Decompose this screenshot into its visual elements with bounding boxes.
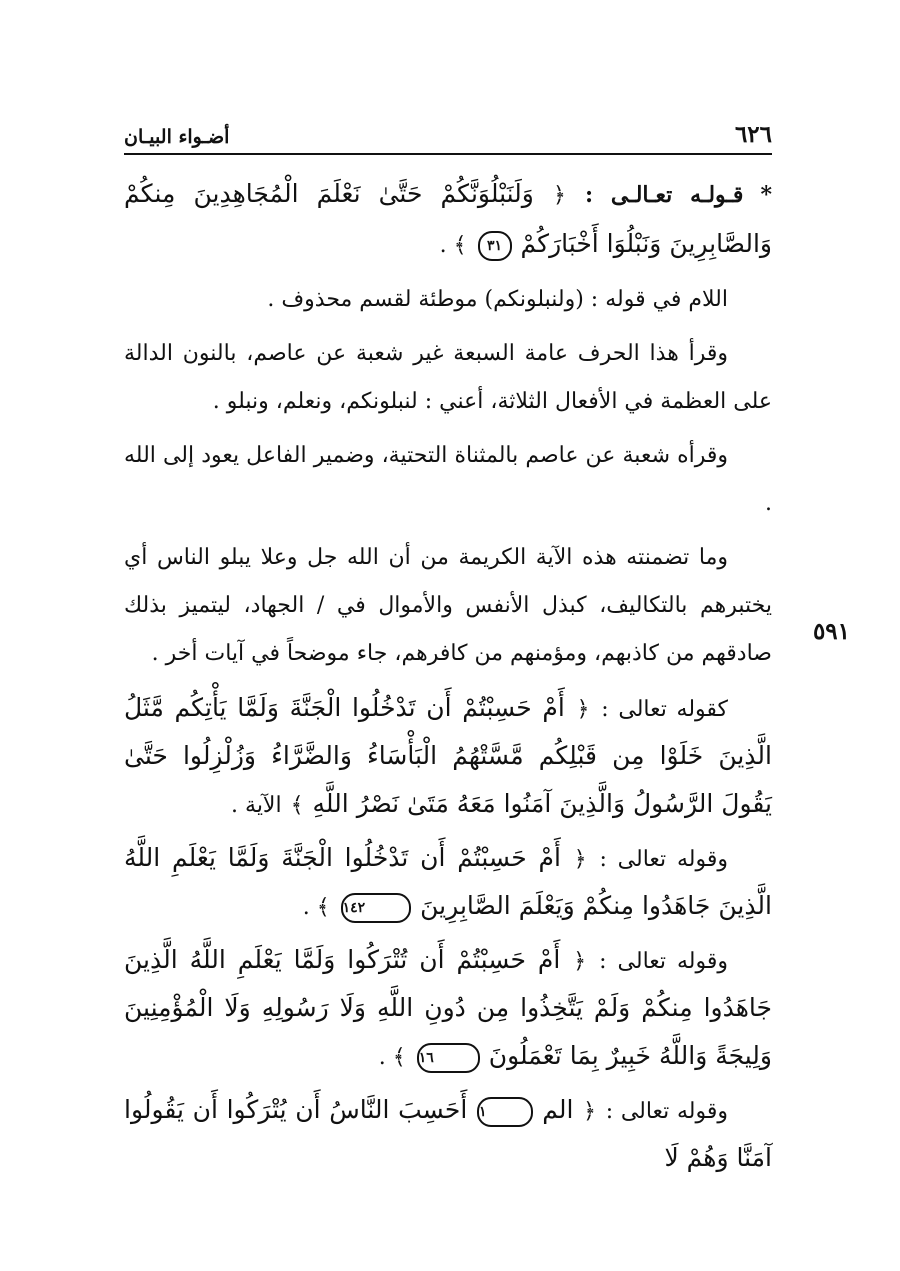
citation-lead: كقوله تعالى : xyxy=(601,697,729,722)
ornate-bracket-open: ﴿ xyxy=(573,949,587,974)
page-header xyxy=(124,112,772,148)
ornate-bracket-open: ﴿ xyxy=(573,847,587,872)
ayah-number-marker: ١ xyxy=(477,1097,533,1127)
citation-lead: وقوله تعالى : xyxy=(605,1099,728,1124)
ornate-bracket-close: ﴾ xyxy=(290,793,304,818)
citation-lead: وقوله تعالى : xyxy=(599,847,728,872)
quran-verse: أَمْ حَسِبْتُمْ أَن تَدْخُلُوا الْجَنَّةَ وَلَمَّا يَعْلَمِ اللَّهُ الَّذِينَ جَاهَدُوا مِنكُمْ وَيَعْلَمَ الصَّابِرِينَ xyxy=(124,843,772,920)
page-body xyxy=(124,170,772,1188)
page-number: ٦٢٦ xyxy=(734,121,772,148)
ayah-number-marker: ١٤٢ xyxy=(341,893,412,923)
ayah-number-marker: ٣١ xyxy=(478,231,512,261)
ornate-bracket-open: ﴿ xyxy=(576,697,590,722)
citation xyxy=(124,1086,772,1182)
verse-intro-lead: قـولـه تعـالـى : xyxy=(585,182,744,208)
quran-verse: أَحَسِبَ النَّاسُ أَن يُتْرَكُوا أَن يَقُولُوا آمَنَّا وَهُمْ لَا xyxy=(124,1095,772,1172)
ornate-bracket-close: ﴾ . xyxy=(439,233,467,258)
citation-tail: الآية . xyxy=(231,793,282,818)
ornate-bracket-open: ﴿ xyxy=(583,1099,597,1124)
running-title: أضـواء البيـان xyxy=(124,126,230,148)
paragraph: اللام في قوله : (ولنبلونكم) موطئة لقسم محذوف . xyxy=(267,287,728,312)
verse-intro xyxy=(124,170,772,270)
quran-verse-letters: الم xyxy=(542,1095,574,1124)
star-marker: * xyxy=(760,182,772,208)
margin-page-number: ٥٩١ xyxy=(812,618,850,645)
quran-verse: أَمْ حَسِبْتُمْ أَن تُتْرَكُوا وَلَمَّا يَعْلَمِ اللَّهُ الَّذِينَ جَاهَدُوا مِنكُمْ وَلَمْ يَتَّخِذُوا مِن دُونِ اللَّهِ وَلَا رَسُولِهِ وَلَا الْمُؤْمِنِينَ وَلِيجَةً وَاللَّهُ خَبِيرٌ بِمَا تَعْمَلُونَ xyxy=(124,945,772,1070)
citation xyxy=(124,834,772,930)
quran-verse: أَمْ حَسِبْتُمْ أَن تَدْخُلُوا الْجَنَّةَ وَلَمَّا يَأْتِكُم مَّثَلُ الَّذِينَ خَلَوْا مِن قَبْلِكُم مَّسَّتْهُمُ الْبَأْسَاءُ وَالضَّرَّاءُ وَزُلْزِلُوا حَتَّىٰ يَقُولَ الرَّسُولُ وَالَّذِينَ آمَنُوا مَعَهُ مَتَىٰ نَصْرُ اللَّهِ xyxy=(124,693,772,818)
ornate-bracket-open: ﴿ xyxy=(553,183,566,208)
paragraph: وقرأه شعبة عن عاصم بالمثناة التحتية، وضمير الفاعل يعود إلى الله . xyxy=(124,443,772,516)
citation xyxy=(124,684,772,828)
citation xyxy=(124,936,772,1080)
citation-lead: وقوله تعالى : xyxy=(599,949,728,974)
quran-verse: وَلَنَبْلُوَنَّكُمْ حَتَّىٰ نَعْلَمَ الْمُجَاهِدِينَ مِنكُمْ وَالصَّابِرِينَ وَنَبْلُوَا أَخْبَارَكُمْ xyxy=(124,179,772,258)
ayah-number-marker: ١٦ xyxy=(417,1043,480,1073)
paragraph: وما تضمنته هذه الآية الكريمة من أن الله جل وعلا يبلو الناس أي يختبرهم بالتكاليف، كبذل الأنفس والأموال في / الجهاد، ليتميز بذلك صادقهم من كاذبهم، ومؤمنهم من كافرهم، جاء موضحاً في آيات أخر . xyxy=(124,545,772,666)
header-rule xyxy=(124,153,772,155)
ornate-bracket-close: ﴾ . xyxy=(302,895,330,920)
paragraph: وقرأ هذا الحرف عامة السبعة غير شعبة عن عاصم، بالنون الدالة على العظمة في الأفعال الثلاثة، أعني : لنبلونكم، ونعلم، ونبلو . xyxy=(124,341,772,414)
ornate-bracket-close: ﴾ . xyxy=(378,1045,406,1070)
